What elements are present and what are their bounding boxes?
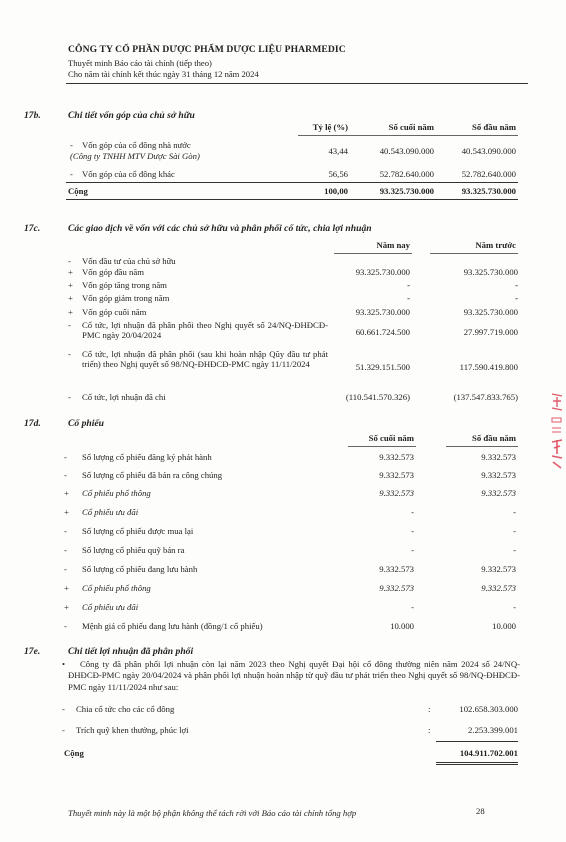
row-symbol: - xyxy=(64,621,67,631)
row-label: Vốn đầu tư của chủ sở hữu xyxy=(82,256,176,266)
row-label: Vốn góp của cổ đông khác xyxy=(82,169,175,179)
section-17e-title: Chi tiết lợi nhuận đã phân phối xyxy=(68,646,194,657)
footer-note: Thuyết minh này là một bộ phận không thể tách rời với Báo cáo tài chính tổng hợp xyxy=(68,808,357,818)
cell-end: 9.332.573 xyxy=(379,583,414,593)
col-header-start: Số đầu năm xyxy=(472,122,516,132)
row-label: Số lượng cổ phiếu đang lưu hành xyxy=(82,564,198,574)
row-label: Cổ tức, lợi nhuận đã phân phối theo Nghị quyết số 24/NQ-ĐHĐCĐ-PMC ngày 20/04/2024 xyxy=(82,320,328,341)
cell-end: 40.543.090.000 xyxy=(379,146,434,156)
col-header-rule xyxy=(298,135,518,136)
section-17c-number: 17c. xyxy=(24,223,41,234)
dash: - xyxy=(70,169,73,179)
cell-end: 9.332.573 xyxy=(379,488,414,498)
section-17d-title: Cổ phiếu xyxy=(68,418,104,429)
total-rule-bottom xyxy=(436,762,518,763)
cell-prior: 27.997.719.000 xyxy=(463,327,518,337)
row-symbol: + xyxy=(64,488,69,498)
cell-prior: 117.590.419.800 xyxy=(459,362,518,372)
row-label: Trích quỹ khen thưởng, phúc lợi xyxy=(76,725,189,735)
page-number: 28 xyxy=(476,806,485,816)
row-label: Số lượng cổ phiếu đăng ký phát hành xyxy=(82,452,212,462)
col-header-rule xyxy=(348,446,416,447)
cell-current: (110.541.570.326) xyxy=(345,392,410,402)
row-symbol: - xyxy=(64,452,67,462)
col-header-prior-year: Năm trước xyxy=(475,240,516,250)
cell-start: - xyxy=(513,545,516,555)
cell-start: - xyxy=(513,526,516,536)
row-label: Cổ phiếu ưu đãi xyxy=(82,602,139,612)
row-colon: : xyxy=(428,704,431,714)
cell-end: 9.332.573 xyxy=(379,452,414,462)
cell-start: 9.332.573 xyxy=(481,583,516,593)
row-symbol: - xyxy=(64,545,67,555)
dash: - xyxy=(70,140,73,150)
row-label: Mệnh giá cổ phiếu đang lưu hành (đồng/1 cổ phiếu) xyxy=(82,621,263,631)
row-label: Cổ phiếu ưu đãi xyxy=(82,507,139,517)
section-17b-title: Chi tiết vốn góp của chủ sở hữu xyxy=(68,110,195,121)
cell-pct: 43,44 xyxy=(328,146,348,156)
row-symbol: + xyxy=(68,293,73,303)
total-value: 104.911.702.001 xyxy=(459,748,518,758)
row-symbol: + xyxy=(68,280,73,290)
total-label: Cộng xyxy=(64,748,84,758)
cell-current: 93.325.730.000 xyxy=(355,267,410,277)
section-17e-number: 17e. xyxy=(24,646,41,657)
company-name: CÔNG TY CỔ PHẦN DƯỢC PHẨM DƯỢC LIỆU PHARMEDIC xyxy=(68,44,346,55)
cell-start: 9.332.573 xyxy=(481,488,516,498)
section-17d-number: 17d. xyxy=(24,418,41,429)
row-symbol: - xyxy=(68,392,71,402)
cell-start: 9.332.573 xyxy=(481,564,516,574)
row-label: Số lượng cổ phiếu đã bán ra công chúng xyxy=(82,470,223,480)
cell-end: 10.000 xyxy=(390,621,414,631)
total-rule-bottom-double xyxy=(436,764,518,765)
cell-value: 102.658.303.000 xyxy=(459,704,518,714)
cell-pct: 56,56 xyxy=(328,169,348,179)
col-header-current-year: Năm nay xyxy=(376,240,410,250)
row-symbol: + xyxy=(64,602,69,612)
row-label: Vốn góp cuối năm xyxy=(82,307,147,317)
stamp-mark xyxy=(550,392,564,472)
bullet: • xyxy=(62,659,66,669)
report-period: Cho năm tài chính kết thúc ngày 31 tháng 12 năm 2024 xyxy=(68,69,259,79)
cell-current: - xyxy=(407,293,410,303)
row-colon: : xyxy=(428,725,431,735)
cell-end: 52.782.640.000 xyxy=(379,169,434,179)
row-label: Cổ phiếu phổ thông xyxy=(82,488,151,498)
cell-current: 93.325.730.000 xyxy=(355,307,410,317)
row-label: Chia cổ tức cho các cổ đông xyxy=(76,704,175,714)
row-symbol: - xyxy=(64,564,67,574)
cell-start: 9.332.573 xyxy=(481,452,516,462)
row-symbol: + xyxy=(64,507,69,517)
row-symbol: - xyxy=(64,526,67,536)
section-17b-number: 17b. xyxy=(24,110,41,121)
cell-start: - xyxy=(513,507,516,517)
row-label: Vốn góp giảm trong năm xyxy=(82,293,170,303)
row-symbol: - xyxy=(62,725,65,735)
report-subtitle: Thuyết minh Báo cáo tài chính (tiếp theo) xyxy=(68,58,212,68)
row-symbol: - xyxy=(64,470,67,480)
total-rule-bottom xyxy=(66,199,518,200)
distribution-paragraph: Công ty đã phân phối lợi nhuận còn lại năm 2023 theo Nghị quyết Đại hội cổ đông thường niên năm 2024 số 24/NQ-ĐHĐCĐ-PMC ngày 20/04/2024 và phân phối lợi nhuận hoàn nhập từ quỹ đầu tư phát triển theo Nghị quyết số 98/NQ-ĐHĐCĐ-PMC ngày 11/11/2024 như sau: xyxy=(68,659,520,692)
header-rule xyxy=(66,83,528,84)
total-rule-top xyxy=(436,741,518,742)
row-label: Cổ phiếu phổ thông xyxy=(82,583,151,593)
cell-start: 52.782.640.000 xyxy=(461,169,516,179)
total-end: 93.325.730.000 xyxy=(379,186,434,196)
row-label: Vốn góp của cổ đông nhà nước xyxy=(82,140,191,150)
total-pct: 100,00 xyxy=(324,186,348,196)
col-header-rule xyxy=(334,253,412,254)
cell-current: 51.329.151.500 xyxy=(355,362,410,372)
cell-prior: 93.325.730.000 xyxy=(463,267,518,277)
cell-start: 10.000 xyxy=(492,621,516,631)
row-label: Cổ tức, lợi nhuận đã chi xyxy=(82,392,166,402)
cell-current: 60.661.724.500 xyxy=(355,327,410,337)
row-label: Vốn góp đầu năm xyxy=(82,267,145,277)
col-header-end: Số cuối năm xyxy=(368,433,414,443)
row-symbol: - xyxy=(68,349,71,359)
col-header-start: Số đầu năm xyxy=(472,433,516,443)
row-label: Số lượng cổ phiếu quỹ bán ra xyxy=(82,545,185,555)
row-symbol: + xyxy=(68,267,73,277)
row-symbol: - xyxy=(68,320,71,330)
row-label: Cổ tức, lợi nhuận đã phân phối (sau khi hoàn nhập Qũy đầu tư phát triển) theo Nghị quyết số 98/NQ-ĐHĐCĐ-PMC ngày 11/11/2024 xyxy=(82,349,328,370)
row-symbol: + xyxy=(64,583,69,593)
section-17c-title: Các giao dịch về vốn với các chủ sở hữu và phân phối cổ tức, chia lợi nhuận xyxy=(68,223,372,234)
cell-end: 9.332.573 xyxy=(379,564,414,574)
cell-end: 9.332.573 xyxy=(379,470,414,480)
cell-prior: - xyxy=(515,293,518,303)
cell-prior: 93.325.730.000 xyxy=(463,307,518,317)
stamp-fragment-icon xyxy=(550,392,564,472)
row-symbol: - xyxy=(62,704,65,714)
total-rule-top xyxy=(66,182,518,183)
col-header-rule xyxy=(446,446,518,447)
row-symbol: + xyxy=(68,307,73,317)
row-label: Số lượng cổ phiếu được mua lại xyxy=(82,526,194,536)
cell-end: - xyxy=(411,507,414,517)
col-header-end: Số cuối năm xyxy=(388,122,434,132)
cell-prior: (137.547.833.765) xyxy=(453,392,518,402)
cell-prior: - xyxy=(515,280,518,290)
cell-end: - xyxy=(411,545,414,555)
row-symbol: - xyxy=(68,256,71,266)
row-sublabel: (Công ty TNHH MTV Dược Sài Gòn) xyxy=(70,151,200,161)
total-start: 93.325.730.000 xyxy=(461,186,516,196)
row-label: Vốn góp tăng trong năm xyxy=(82,280,167,290)
total-label: Cộng xyxy=(68,186,88,196)
cell-end: - xyxy=(411,526,414,536)
cell-current: - xyxy=(407,280,410,290)
cell-start: - xyxy=(513,602,516,612)
col-header-rule xyxy=(430,253,518,254)
cell-start: 40.543.090.000 xyxy=(461,146,516,156)
cell-start: 9.332.573 xyxy=(481,470,516,480)
cell-value: 2.253.399.001 xyxy=(468,725,518,735)
col-header-pct: Tỷ lệ (%) xyxy=(312,122,348,132)
cell-end: - xyxy=(411,602,414,612)
